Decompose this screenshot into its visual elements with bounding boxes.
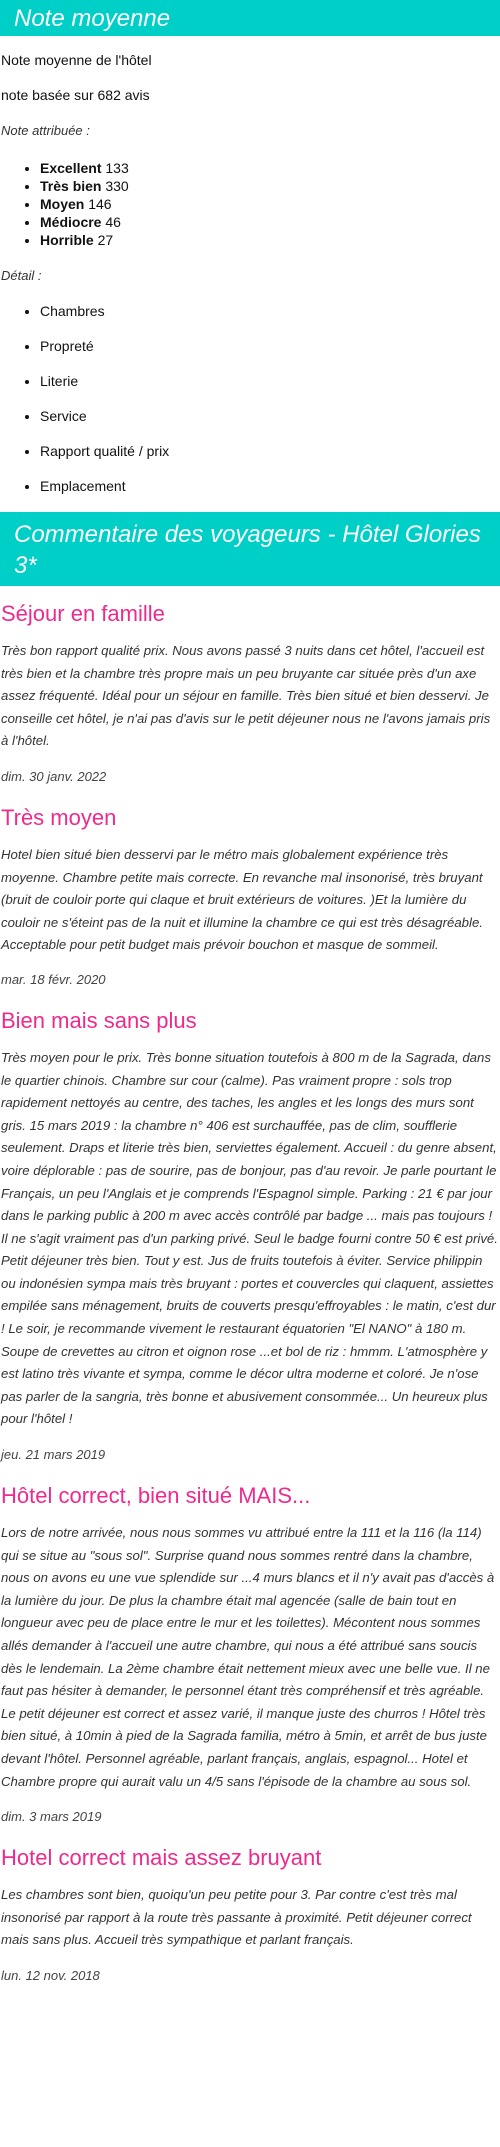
review-text: Très bon rapport qualité prix. Nous avons passé 3 nuits dans cet hôtel, l'accueil est très bien et la chambre très propre mais un peu bruyante car située près d'un axe assez fréquenté. Idéal pour un séjour en famille. Très bien situé et bien desservi. Je conseille cet hôtel, je n'ai pas d'avis sur le petit déjeuner nous ne l'avons jamais pris à l'hôtel. bbox=[1, 643, 491, 749]
rating-count: 330 bbox=[105, 178, 129, 194]
rating-distribution-list bbox=[0, 159, 500, 249]
review-title: Très moyen bbox=[1, 804, 117, 830]
rating-label: Moyen bbox=[40, 196, 85, 212]
review-title: Hotel correct mais assez bruyant bbox=[1, 1845, 322, 1871]
review bbox=[0, 803, 500, 990]
detail-item-rapport-qualite-prix: • Rapport qualité / prix bbox=[40, 442, 500, 477]
average-rating-heading: Note moyenne bbox=[0, 0, 500, 36]
detail-item-chambres: • Chambres bbox=[40, 302, 500, 337]
detail-item-literie: • Literie bbox=[40, 372, 500, 407]
detail-criteria-list bbox=[0, 302, 500, 512]
rating-item-excellent bbox=[40, 159, 500, 177]
review-title: Bien mais sans plus bbox=[1, 1007, 197, 1033]
review-text: Hotel bien situé bien desservi par le métro mais globalement expérience très moyenne. Chambre petite mais correcte. En revanche mal insonorisé, très bruyant (bruit de couloir porte qui claque et bruit extérieurs de voitures. )Et la lumière du couloir ne s'éteint pas de la nuit et illumine la chambre ce qui est très désagréable. Acceptable pour petit budget mais prévoir bouchon et masque de sommeil. bbox=[1, 846, 483, 953]
review-text: Très moyen pour le prix. Très bonne situation toutefois à 800 m de la Sagrada, dans le quartier chinois. Chambre sur cour (calme). Pas vraiment propre : sols trop rapidement nettoyés au centre, des taches, les angles et les longs des murs sont gris. 15 mars 2019 : la chambre n° 406 est surchauffée, pas de clim, soufflerie seulement. Draps et literie très bien, serviettes également. Accueil : du genre absent, voire déplorable : pas de sourire, pas de bonjour, pas d'au revoir. Je parle pourtant le Français, un peu l'Anglais et je comprends l'Espagnol simple. Parking : 21 € par jour dans le parking public à 200 m avec accès contrôlé par badge ... mais pas toujours ! Il ne s'agit vraiment pas d'un parking privé. Seul le badge fourni contre 50 € est privé. Petit déjeuner très bien. Tout y est. Jus de fruits toutefois à éviter. Service philippin ou indonésien sympa mais très bruyant : portes et couvercles qui claquent, assiettes empilée sans ménagement, bruits de couverts presqu'effroyables : le matin, c'est dur ! Le soir, je recommande vivement le restaurant équatorien "El NANO" à 180 m. Soupe de crevettes au citron et oignon rose ...et bol de riz : hmmm. L'atmosphère y est latino très vivante et sympa, comme le décor ultra moderne et coloré. Je n'ose pas parler de la sangria, très bonne et abusivement consommée... Un heureux plus pour l'hôtel ! bbox=[1, 1049, 498, 1427]
detail-item-emplacement: • Emplacement bbox=[40, 477, 500, 512]
review-count: note basée sur 682 avis bbox=[1, 87, 150, 103]
review-date: mar. 18 févr. 2020 bbox=[1, 971, 106, 987]
rating-label: Horrible bbox=[40, 232, 94, 248]
review-title: Hôtel correct, bien situé MAIS... bbox=[1, 1483, 311, 1509]
review bbox=[0, 1481, 500, 1827]
review-date: jeu. 21 mars 2019 bbox=[1, 1447, 106, 1463]
average-rating-title: Note moyenne de l'hôtel bbox=[1, 52, 152, 68]
review-date: dim. 30 janv. 2022 bbox=[1, 768, 107, 784]
rating-item-mediocre bbox=[40, 213, 500, 231]
rating-count: 27 bbox=[97, 232, 114, 248]
rating-label: Médiocre bbox=[40, 214, 102, 230]
rating-item-tres-bien bbox=[40, 177, 500, 195]
review-date: lun. 12 nov. 2018 bbox=[1, 1967, 100, 1983]
rating-count: 133 bbox=[105, 160, 129, 176]
review bbox=[0, 599, 500, 787]
review-date: dim. 3 mars 2019 bbox=[1, 1809, 102, 1825]
review bbox=[0, 1006, 500, 1465]
detail-item-proprete: • Propreté bbox=[40, 337, 500, 372]
review-text: Les chambres sont bien, quoiqu'un peu petite pour 3. Par contre c'est très mal insonorisé par rapport à la route très passante à proximité. Petit déjeuner correct mais sans plus. Accueil très sympathique et parlant français. bbox=[1, 1887, 472, 1948]
review bbox=[0, 1843, 500, 1986]
review-text: Lors de notre arrivée, nous nous sommes vu attribué entre la 111 et la 116 (la 114) qui se situe au "sous sol". Surprise quand nous sommes rentré dans la chambre, nous on avons eu une vue splendide sur ...4 murs blancs et il n'y avait pas d'accès à la lumière du jour. De plus la chambre était mal agencée (salle de bain tout en longueur avec peu de place entre le mur et les toilettes). Mécontent nous sommes allés demander à l'accueil une autre chambre, qui nous a été attribué sans soucis dès le lendemain. La 2ème chambre était nettement mieux avec une belle vue. Il ne faut pas hésiter à demander, le personnel étant très compréhensif et très agréable. Le petit déjeuner est correct et assez varié, il manque juste des churros ! Hôtel très bien situé, à 10min à pied de la Sagrada familia, métro à 5min, et arrêt de bus juste devant l'hôtel. Personnel agréable, parlant français, anglais, espagnol... Hotel et Chambre propre qui aurait valu un 4/5 sans l'épisode de la chambre au sous sol. bbox=[1, 1525, 495, 1789]
rating-label: Excellent bbox=[40, 160, 102, 176]
reviews-list bbox=[0, 599, 500, 1986]
rating-count: 46 bbox=[105, 214, 121, 230]
detail-item-service: • Service bbox=[40, 407, 500, 442]
rating-item-moyen bbox=[40, 195, 500, 213]
traveler-reviews-heading: Commentaire des voyageurs - Hôtel Glories 3* bbox=[0, 512, 500, 586]
rating-label: Très bien bbox=[40, 178, 102, 194]
detail-label: Détail : bbox=[1, 268, 42, 283]
assigned-rating-label: Note attribuée : bbox=[1, 123, 90, 138]
rating-count: 146 bbox=[88, 196, 112, 212]
review-title: Séjour en famille bbox=[1, 601, 165, 626]
rating-item-horrible bbox=[40, 231, 500, 249]
